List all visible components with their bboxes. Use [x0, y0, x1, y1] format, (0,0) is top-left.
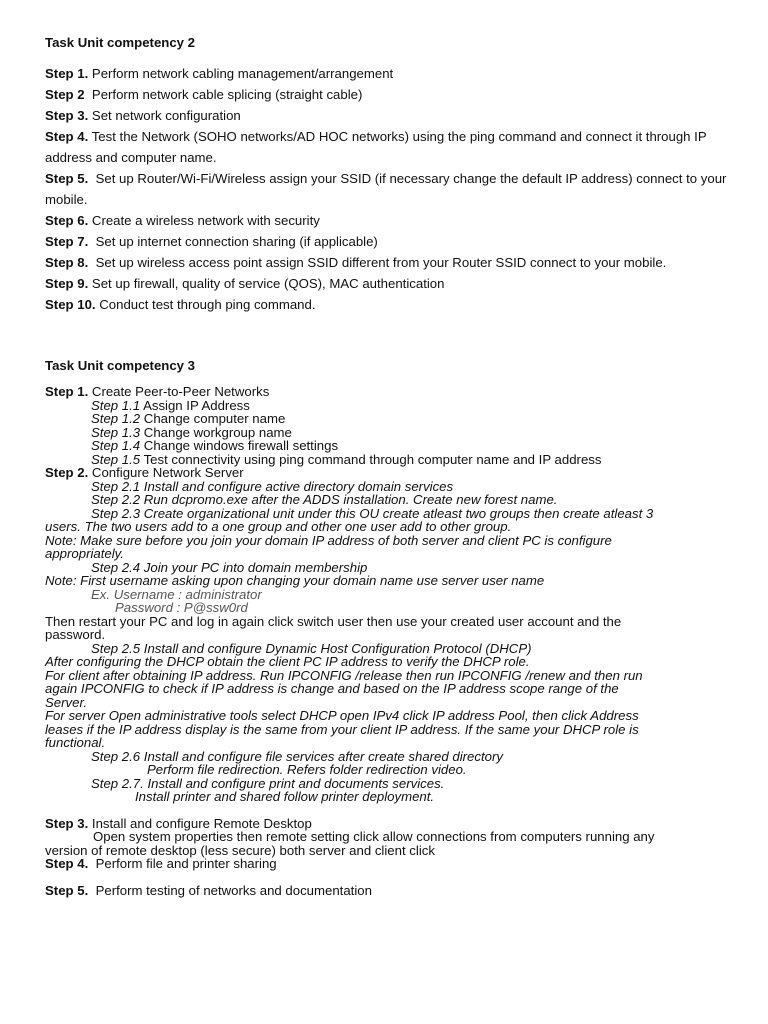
substep-text: Change computer name — [143, 411, 286, 426]
step-label: Step 3. — [45, 108, 89, 123]
substep-label: Step 1.5 — [91, 451, 141, 467]
step-item — [45, 84, 735, 105]
step-text: Perform network cabling management/arrangement — [91, 66, 394, 81]
body-text: Then restart your PC and log in again click switch user then use your created user account and the — [45, 613, 622, 629]
substep-label: Step 1.3 — [91, 424, 141, 440]
substep-text: Test connectivity using ping command through computer name and IP address — [143, 451, 602, 467]
step-label: Step 8. — [45, 255, 89, 270]
section-competency-3 — [45, 357, 735, 897]
substep-item — [45, 426, 735, 440]
step-text: Set up Router/Wi-Fi/Wireless assign your SSID (if necessary change the default IP address) connect to your mobile. — [45, 171, 727, 207]
step-text: Perform file and printer sharing — [95, 856, 277, 871]
section-competency-2 — [45, 34, 735, 315]
step-label: Step 4. — [45, 129, 89, 144]
substep-text: Step 2.3 Create organizational unit under this OU create atleast two groups then create atleast 3 — [91, 505, 654, 521]
step-label: Step 9. — [45, 276, 89, 291]
step-label: Step 3. — [45, 815, 89, 831]
step-label: Step 10. — [45, 297, 96, 312]
step-item — [45, 385, 735, 399]
substep-text: users. The two users add to a one group and other one user add to other group. — [45, 519, 512, 534]
step-item — [45, 857, 735, 871]
substep-item — [45, 399, 735, 413]
step-text: Set up firewall, quality of service (QOS), MAC authentication — [91, 276, 445, 291]
step-label: Step 7. — [45, 234, 89, 249]
body-text: After configuring the DHCP obtain the client PC IP address to verify the DHCP role. — [45, 654, 530, 669]
section-heading: Task Unit competency 3 — [45, 358, 195, 373]
body-text: Server. — [45, 694, 88, 710]
step-text: Create a wireless network with security — [91, 213, 320, 228]
step-text: Set up internet connection sharing (if applicable) — [95, 234, 378, 249]
step-text: Set up wireless access point assign SSID different from your Router SSID connect to your mobile. — [95, 255, 667, 270]
note-text: Note: First username asking upon changing your domain name use server user name — [45, 573, 545, 588]
step-label: Step 6. — [45, 213, 89, 228]
substep-text: Perform file redirection. Refers folder redirection video. — [147, 762, 467, 777]
substep-item — [45, 412, 735, 426]
step-text: Configure Network Server — [91, 465, 244, 480]
step-label: Step 5. — [45, 882, 89, 898]
step-label: Step 1. — [45, 66, 89, 81]
substep-item — [45, 439, 735, 453]
step-item — [45, 294, 735, 315]
body-text: version of remote desktop (less secure) both server and client click — [45, 842, 435, 858]
note-text: Note: Make sure before you join your domain IP address of both server and client PC is configure — [45, 532, 612, 548]
substep-text: Step 2.4 Join your PC into domain membership — [91, 559, 368, 575]
step-item — [45, 231, 735, 252]
step-item — [45, 466, 735, 480]
step-label: Step 1. — [45, 384, 89, 399]
step-item — [45, 168, 735, 210]
step-item — [45, 252, 735, 273]
substep-text: Assign IP Address — [143, 397, 250, 413]
body-text: functional. — [45, 735, 106, 750]
substep-text: Step 2.6 Install and configure file services after create shared directory — [91, 748, 503, 764]
substep-label: Step 1.2 — [91, 411, 141, 426]
substep-text: Install printer and shared follow printer deployment. — [135, 789, 435, 804]
body-text: For server Open administrative tools select DHCP open IPv4 click IP address Pool, then click Address — [45, 708, 639, 723]
step-item — [45, 126, 735, 168]
substep-text: Step 2.1 Install and configure active directory domain services — [91, 478, 454, 494]
step-item — [45, 817, 735, 831]
step-item — [45, 105, 735, 126]
example-username: Ex. Username : administrator — [91, 586, 262, 602]
step-label: Step 4. — [45, 856, 89, 871]
step-text: Install and configure Remote Desktop — [91, 815, 312, 831]
substep-text: Step 2.5 Install and configure Dynamic Host Configuration Protocol (DHCP) — [91, 640, 532, 656]
step-label: Step 5. — [45, 171, 89, 186]
body-text: leases if the IP address display is the same from your client IP address. If the same your DHCP role is — [45, 721, 639, 737]
step-text: Create Peer-to-Peer Networks — [91, 384, 270, 399]
substep-text: Step 2.7. Install and configure print and documents services. — [91, 775, 445, 791]
step-text: Set network configuration — [91, 108, 241, 123]
substep-label: Step 1.1 — [91, 397, 141, 413]
body-text: Open system properties then remote setting click allow connections from computers running any — [93, 829, 655, 844]
step-text: Perform network cable splicing (straight cable) — [91, 87, 363, 102]
body-text: password. — [45, 627, 106, 642]
step-label: Step 2 — [45, 87, 85, 102]
step-label: Step 2. — [45, 465, 89, 480]
substep-text: Change windows firewall settings — [143, 438, 339, 453]
step-item — [45, 884, 735, 898]
substep-text: Change workgroup name — [143, 424, 292, 440]
step-text: Test the Network (SOHO networks/AD HOC networks) using the ping command and connect it through IP address and computer name. — [45, 129, 707, 165]
body-text: For client after obtaining IP address. Run IPCONFIG /release then run IPCONFIG /renew and then run — [45, 667, 643, 683]
step-text: Perform testing of networks and documentation — [95, 882, 372, 898]
substep-item — [45, 453, 735, 467]
substep-text: Step 2.2 Run dcpromo.exe after the ADDS installation. Create new forest name. — [91, 492, 558, 507]
step-item — [45, 210, 735, 231]
example-password: Password : P@ssw0rd — [115, 600, 248, 615]
step-item — [45, 273, 735, 294]
step-item — [45, 63, 735, 84]
body-text: again IPCONFIG to check if IP address is change and based on the IP address scope range of the — [45, 681, 619, 696]
step-text: Conduct test through ping command. — [99, 297, 316, 312]
section-heading: Task Unit competency 2 — [45, 35, 195, 50]
substep-label: Step 1.4 — [91, 438, 141, 453]
note-text: appropriately. — [45, 546, 124, 561]
